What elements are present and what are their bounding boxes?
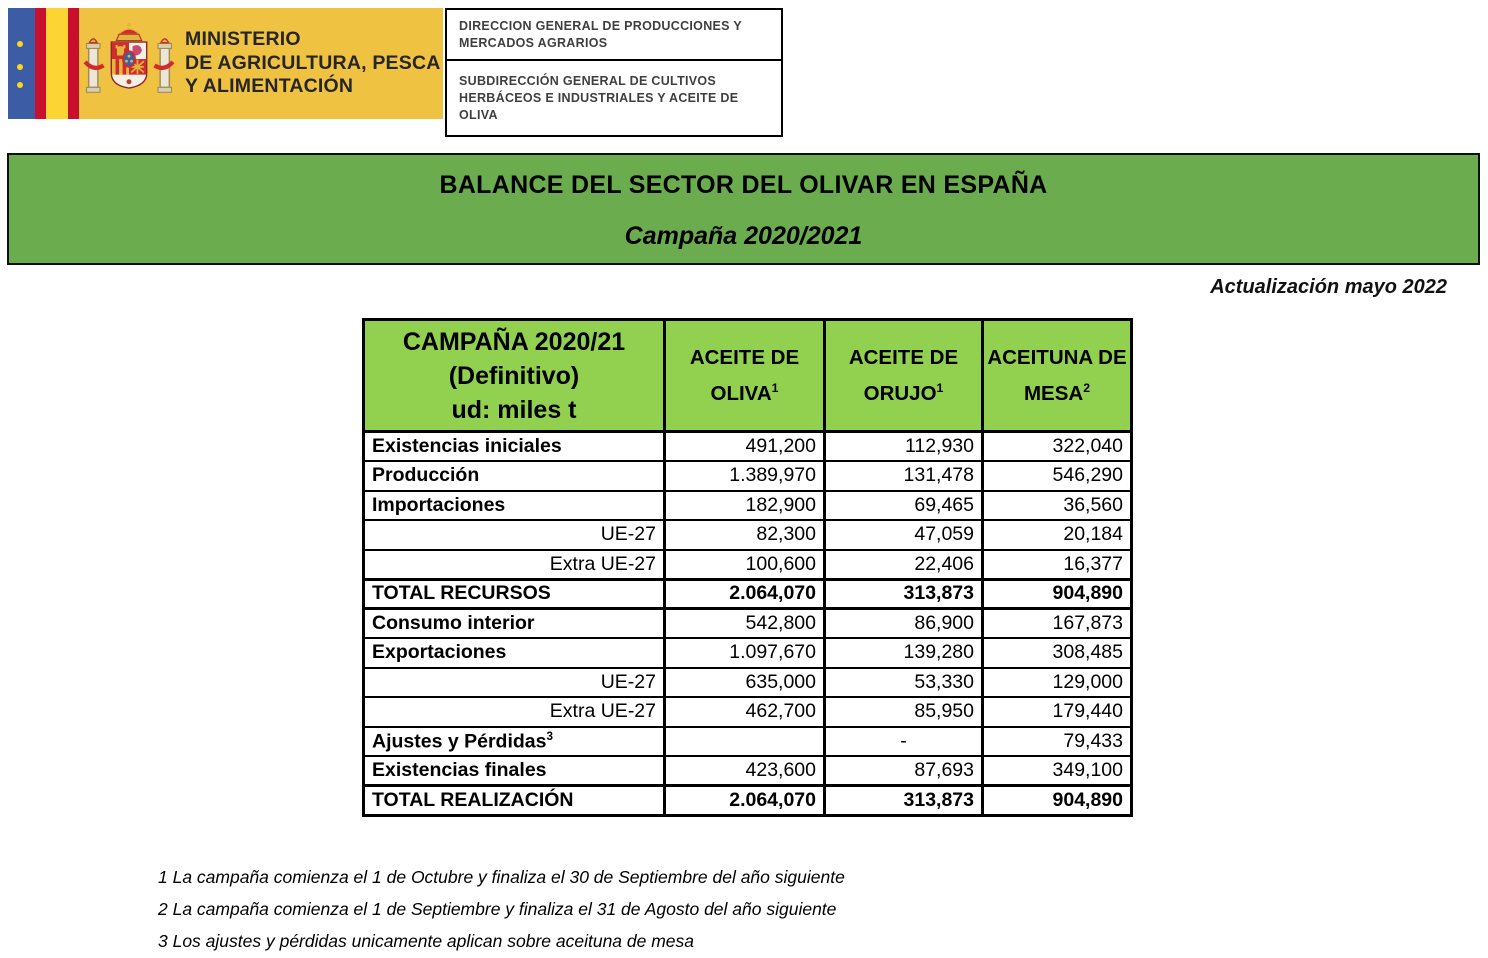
table-row-importaciones-extra-ue27 [364, 550, 1132, 580]
cell-value: 322,040 [983, 432, 1132, 462]
table-title-line: (Definitivo) [448, 361, 580, 390]
table-title-line: CAMPAÑA 2020/21 [402, 327, 626, 356]
cell-value: 635,000 [665, 668, 825, 698]
footnote-3: 3 Los ajustes y pérdidas unicamente aplican sobre aceituna de mesa [158, 931, 695, 951]
table-row-exportaciones-ue27 [364, 668, 1132, 698]
table-row-consumo-interior [364, 609, 1132, 639]
row-label: TOTAL RECURSOS [364, 579, 665, 609]
row-label: Exportaciones [364, 638, 665, 668]
table-title-line: ud: miles t [451, 395, 577, 424]
ministry-name-line: Y ALIMENTACIÓN [185, 75, 354, 98]
cell-value: 313,873 [825, 579, 983, 609]
government-logo [8, 8, 443, 119]
ministry-name-line: MINISTERIO [185, 28, 301, 51]
row-label: UE-27 [364, 668, 665, 698]
footnote-marker: 1 [936, 380, 944, 395]
footnote-marker: 3 [546, 729, 554, 743]
cell-value: 349,100 [983, 756, 1132, 786]
cell-value: 47,059 [825, 520, 983, 550]
cell-value: 87,693 [825, 756, 983, 786]
cell-value: 85,950 [825, 697, 983, 727]
page-title: BALANCE DEL SECTOR DEL OLIVAR EN ESPAÑA [439, 171, 1048, 199]
cell-value: 308,485 [983, 638, 1132, 668]
ministry-name [185, 28, 441, 99]
cell-value: - [825, 727, 983, 757]
department-name-line: SUBDIRECCIÓN GENERAL DE CULTIVOS [459, 74, 717, 88]
table-row-exportaciones [364, 638, 1132, 668]
row-label: Existencias finales [364, 756, 665, 786]
table-row-total-realizacion [364, 786, 1132, 816]
spain-flag-red-stripe [68, 8, 79, 119]
cell-value: 423,600 [665, 756, 825, 786]
row-label: Existencias iniciales [364, 432, 665, 462]
column-header-aceite-orujo: ACEITE DE ORUJO$^1$ [825, 320, 983, 432]
table-header [364, 320, 1132, 432]
table-row-importaciones-ue27 [364, 520, 1132, 550]
department-name-line: MERCADOS AGRARIOS [459, 36, 608, 50]
cell-value: 2.064,070 [665, 579, 825, 609]
cell-value: 542,800 [665, 609, 825, 639]
table-row-existencias-finales [364, 756, 1132, 786]
department-name-line: DIRECCION GENERAL DE PRODUCCIONES Y [459, 19, 742, 33]
cell-value: 179,440 [983, 697, 1132, 727]
table-row-total-recursos [364, 579, 1132, 609]
spain-flag-red-stripe [35, 8, 46, 119]
cell-value: 904,890 [983, 579, 1132, 609]
table-row-exportaciones-extra-ue27 [364, 697, 1132, 727]
subdireccion-general-box [445, 59, 783, 137]
row-label: Extra UE-27 [364, 697, 665, 727]
cell-value: 22,406 [825, 550, 983, 580]
footnote-marker: 1 [771, 380, 779, 395]
eu-star-icon [17, 82, 23, 88]
page-subtitle: Campaña 2020/2021 [624, 222, 863, 250]
cell-value: 82,300 [665, 520, 825, 550]
column-header-aceite-oliva: ACEITE DE OLIVA$^1$ [665, 320, 825, 432]
cell-value: 112,930 [825, 432, 983, 462]
cell-value: 167,873 [983, 609, 1132, 639]
footnote-2: 2 La campaña comienza el 1 de Septiembre y finaliza el 31 de Agosto del año siguiente [158, 899, 837, 919]
department-boxes [445, 8, 783, 137]
cell-value: 69,465 [825, 491, 983, 521]
table-title-cell [364, 320, 665, 432]
row-label: TOTAL REALIZACIÓN [364, 786, 665, 816]
row-label: Ajustes y Pérdidas$^3$ [364, 727, 665, 757]
row-label: Producción [364, 461, 665, 491]
cell-value: 100,600 [665, 550, 825, 580]
footnote-marker: 2 [1083, 380, 1091, 395]
cell-value: 1.097,670 [665, 638, 825, 668]
column-header-aceituna-mesa: ACEITUNA DE MESA$^2$ [983, 320, 1132, 432]
table-row-produccion [364, 461, 1132, 491]
update-note: Actualización mayo 2022 [1210, 276, 1447, 298]
cell-value: 79,433 [983, 727, 1132, 757]
cell-value: 20,184 [983, 520, 1132, 550]
cell-value: 182,900 [665, 491, 825, 521]
cell-value [665, 727, 825, 757]
balance-table [362, 318, 1133, 817]
row-label: Consumo interior [364, 609, 665, 639]
table-body [364, 432, 1132, 816]
cell-value: 131,478 [825, 461, 983, 491]
cell-value: 53,330 [825, 668, 983, 698]
cell-value: 16,377 [983, 550, 1132, 580]
footnotes [158, 861, 845, 957]
cell-value: 139,280 [825, 638, 983, 668]
table-row-existencias-iniciales [364, 432, 1132, 462]
eu-star-icon [17, 41, 23, 47]
row-label: Importaciones [364, 491, 665, 521]
table-row-ajustes-perdidas [364, 727, 1132, 757]
cell-value: 904,890 [983, 786, 1132, 816]
row-label: Extra UE-27 [364, 550, 665, 580]
cell-value: 462,700 [665, 697, 825, 727]
cell-value: 491,200 [665, 432, 825, 462]
spain-coat-of-arms-icon [83, 20, 175, 108]
cell-value: 2.064,070 [665, 786, 825, 816]
eu-star-icon [17, 64, 23, 70]
coat-of-arms-wrap [79, 8, 175, 119]
cell-value: 36,560 [983, 491, 1132, 521]
cell-value: 129,000 [983, 668, 1132, 698]
cell-value: 313,873 [825, 786, 983, 816]
cell-value: 86,900 [825, 609, 983, 639]
direccion-general-box [445, 8, 783, 61]
cell-value: 1.389,970 [665, 461, 825, 491]
eu-flag-band [8, 8, 35, 119]
footnote-1: 1 La campaña comienza el 1 de Octubre y finaliza el 30 de Septiembre del año siguiente [158, 867, 845, 887]
title-banner [7, 153, 1480, 265]
department-name-line: HERBÁCEOS E INDUSTRIALES Y ACEITE DE OLIVA [459, 91, 739, 122]
row-label: UE-27 [364, 520, 665, 550]
ministry-name-line: DE AGRICULTURA, PESCA [185, 51, 441, 74]
cell-value: 546,290 [983, 461, 1132, 491]
spain-flag-yellow-stripe [46, 8, 68, 119]
table-row-importaciones [364, 491, 1132, 521]
